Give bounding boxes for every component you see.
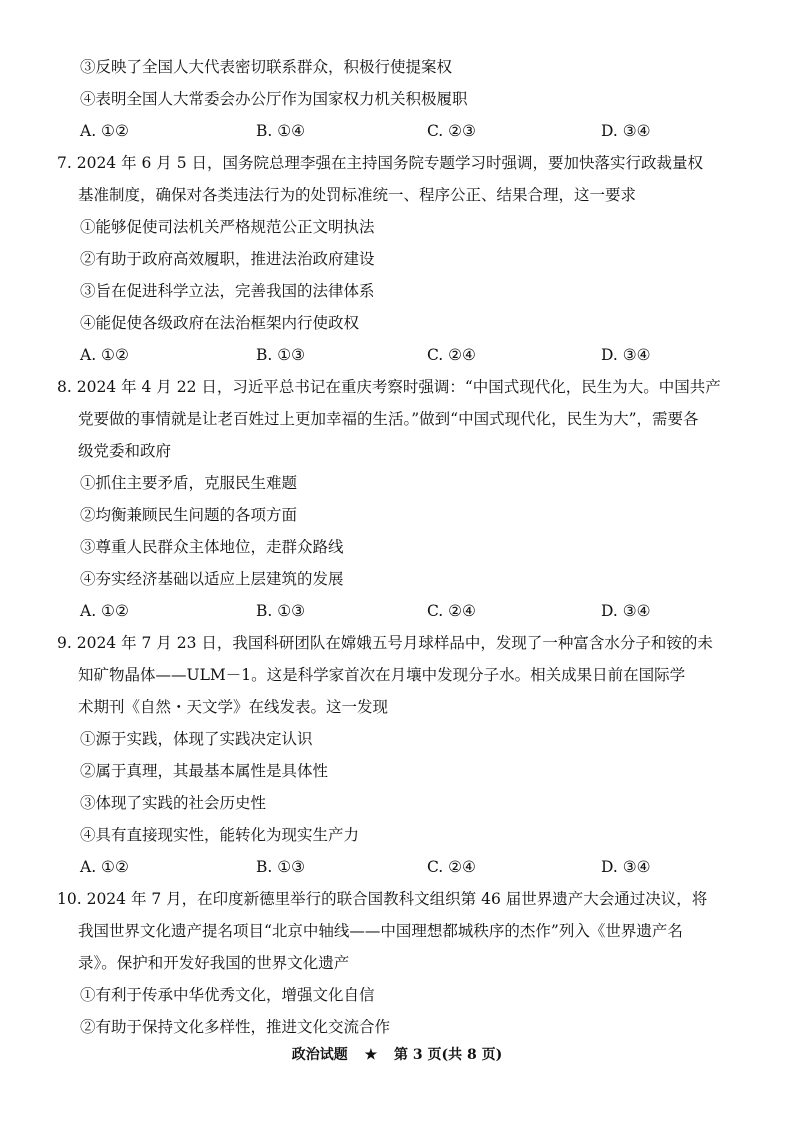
question-10-stem: 10. 2024 年 7 月，在印度新德里举行的联合国教科文组织第 46 届世界遗产大会通过决议，将 (57, 890, 708, 908)
question-9-stem: 9. 2024 年 7 月 23 日，我国科研团队在嫦娥五号月球样品中，发现了一种富含水分子和铵的未 (57, 634, 713, 652)
page-footer (0, 1045, 794, 1065)
question-8-stem: 党要做的事情就是让老百姓过上更加幸福的生活。”做到“中国式现代化，民生为大”，需要各 (78, 410, 699, 428)
question-7-stem: 7. 2024 年 6 月 5 日，国务院总理李强在主持国务院专题学习时强调，要加快落实行政裁量权 (57, 154, 704, 172)
choice-b: B. ①④ (256, 122, 306, 140)
question-10-stem: 我国世界文化遗产提名项目“北京中轴线——中国理想都城秩序的杰作”列入《世界遗产名 (78, 922, 683, 940)
option-line: ②有助于保持文化多样性，推进文化交流合作 (80, 1018, 391, 1036)
choice-b: B. ①③ (256, 858, 306, 876)
option-line: ①抓住主要矛盾，克服民生难题 (80, 474, 298, 492)
choice-a: A. ①② (80, 858, 129, 876)
option-line: ④表明全国人大常委会办公厅作为国家权力机关积极履职 (80, 90, 468, 108)
option-line: ④能促使各级政府在法治框架内行使政权 (80, 314, 360, 332)
option-line: ③反映了全国人大代表密切联系群众，积极行使提案权 (80, 58, 453, 76)
option-line: ④具有直接现实性，能转化为现实生产力 (80, 826, 360, 844)
answer-choices (80, 120, 720, 142)
footer-subject: 政治试题 (291, 1047, 348, 1063)
option-line: ①能够促使司法机关严格规范公正文明执法 (80, 218, 375, 236)
choice-c: C. ②③ (427, 122, 476, 140)
option-line: ③体现了实践的社会历史性 (80, 794, 267, 812)
choice-d: D. ③④ (601, 346, 651, 364)
star-icon: ★ (364, 1047, 378, 1063)
option-line: ②有助于政府高效履职，推进法治政府建设 (80, 250, 375, 268)
footer-page-number: 第 3 页(共 8 页) (394, 1047, 503, 1063)
option-line: ③旨在促进科学立法，完善我国的法律体系 (80, 282, 375, 300)
question-10-stem: 录》。保护和开发好我国的世界文化遗产 (78, 954, 350, 972)
option-line: ①源于实践，体现了实践决定认识 (80, 730, 313, 748)
choice-c: C. ②④ (427, 858, 476, 876)
question-9-stem: 术期刊《自然・天文学》在线发表。这一发现 (78, 698, 389, 716)
choice-b: B. ①③ (256, 346, 306, 364)
choice-a: A. ①② (80, 602, 129, 620)
choice-b: B. ①③ (256, 602, 306, 620)
choice-c: C. ②④ (427, 346, 476, 364)
choice-d: D. ③④ (601, 602, 651, 620)
question-8-stem: 8. 2024 年 4 月 22 日，习近平总书记在重庆考察时强调：“中国式现代化，民生为大。中国共产 (57, 378, 721, 396)
option-line: ②均衡兼顾民生问题的各项方面 (80, 506, 298, 524)
choice-d: D. ③④ (601, 858, 651, 876)
question-7-stem: 基准制度，确保对各类违法行为的处罚标准统一、程序公正、结果合理，这一要求 (78, 186, 637, 204)
option-line: ③尊重人民群众主体地位，走群众路线 (80, 538, 344, 556)
choice-a: A. ①② (80, 346, 129, 364)
option-line: ④夯实经济基础以适应上层建筑的发展 (80, 570, 344, 588)
answer-choices (80, 344, 720, 366)
option-line: ①有利于传承中华优秀文化，增强文化自信 (80, 986, 375, 1004)
answer-choices (80, 600, 720, 622)
choice-a: A. ①② (80, 122, 129, 140)
choice-d: D. ③④ (601, 122, 651, 140)
question-9-stem: 知矿物晶体——ULM－1。这是科学家首次在月壤中发现分子水。相关成果日前在国际学 (78, 666, 686, 684)
option-line: ②属于真理，其最基本属性是具体性 (80, 762, 329, 780)
question-8-stem: 级党委和政府 (78, 442, 172, 460)
choice-c: C. ②④ (427, 602, 476, 620)
answer-choices (80, 856, 720, 878)
